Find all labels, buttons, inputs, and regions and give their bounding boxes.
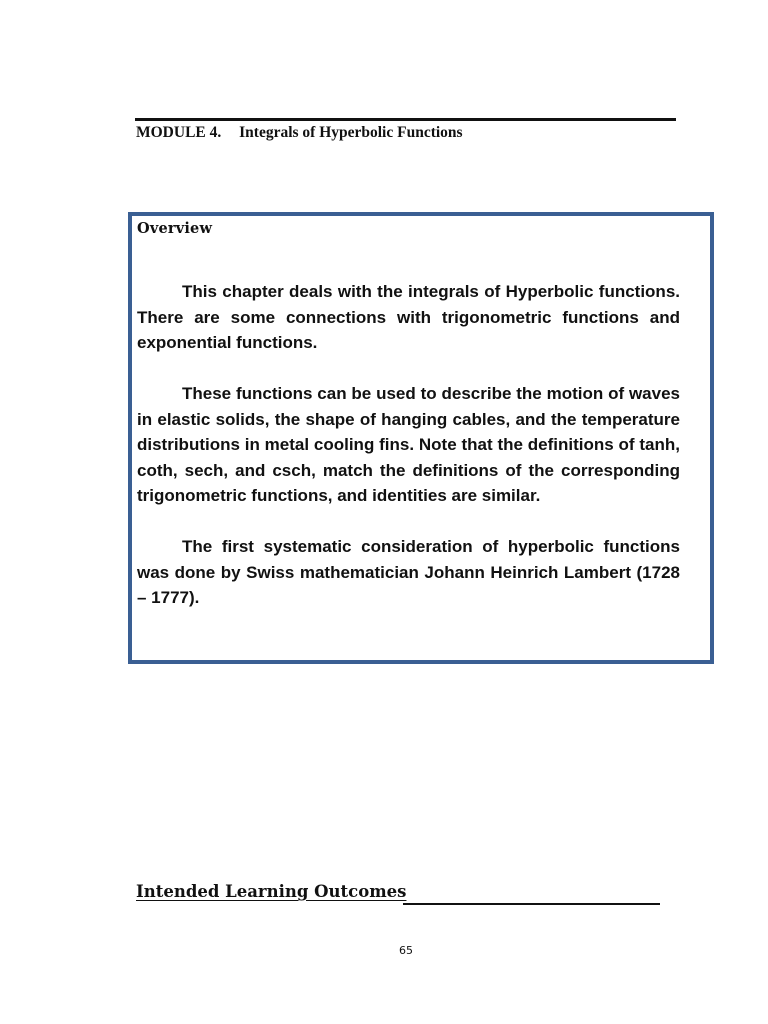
module-title: Integrals of Hyperbolic Functions	[239, 124, 463, 141]
outcomes-heading	[136, 882, 406, 901]
module-heading	[136, 124, 463, 142]
module-top-rule	[135, 118, 676, 121]
overview-paragraph-2: These functions can be used to describe the motion of waves in elastic solids, the shape of hanging cables, and the temperature distributions in metal cooling fins. Note that the definitions of tanh, coth, sech, and csch, match the definitions of the corresponding trigonometric functions, and identities are similar.	[137, 384, 680, 505]
overview-title: Overview	[137, 220, 213, 237]
overview-paragraph-1: This chapter deals with the integrals of Hyperbolic functions. There are some connections with trigonometric functions and exponential functions.	[137, 282, 680, 352]
module-label: MODULE 4.	[136, 124, 222, 141]
overview-box	[128, 212, 714, 664]
page-number: 65	[399, 944, 413, 957]
outcomes-heading-rule	[403, 903, 660, 905]
outcomes-heading-text: Intended Learning Outcomes	[136, 882, 407, 901]
overview-paragraph-3: The first systematic consideration of hyperbolic functions was done by Swiss mathematician Johann Heinrich Lambert (1728 – 1777).	[137, 537, 680, 607]
overview-body	[137, 279, 680, 636]
